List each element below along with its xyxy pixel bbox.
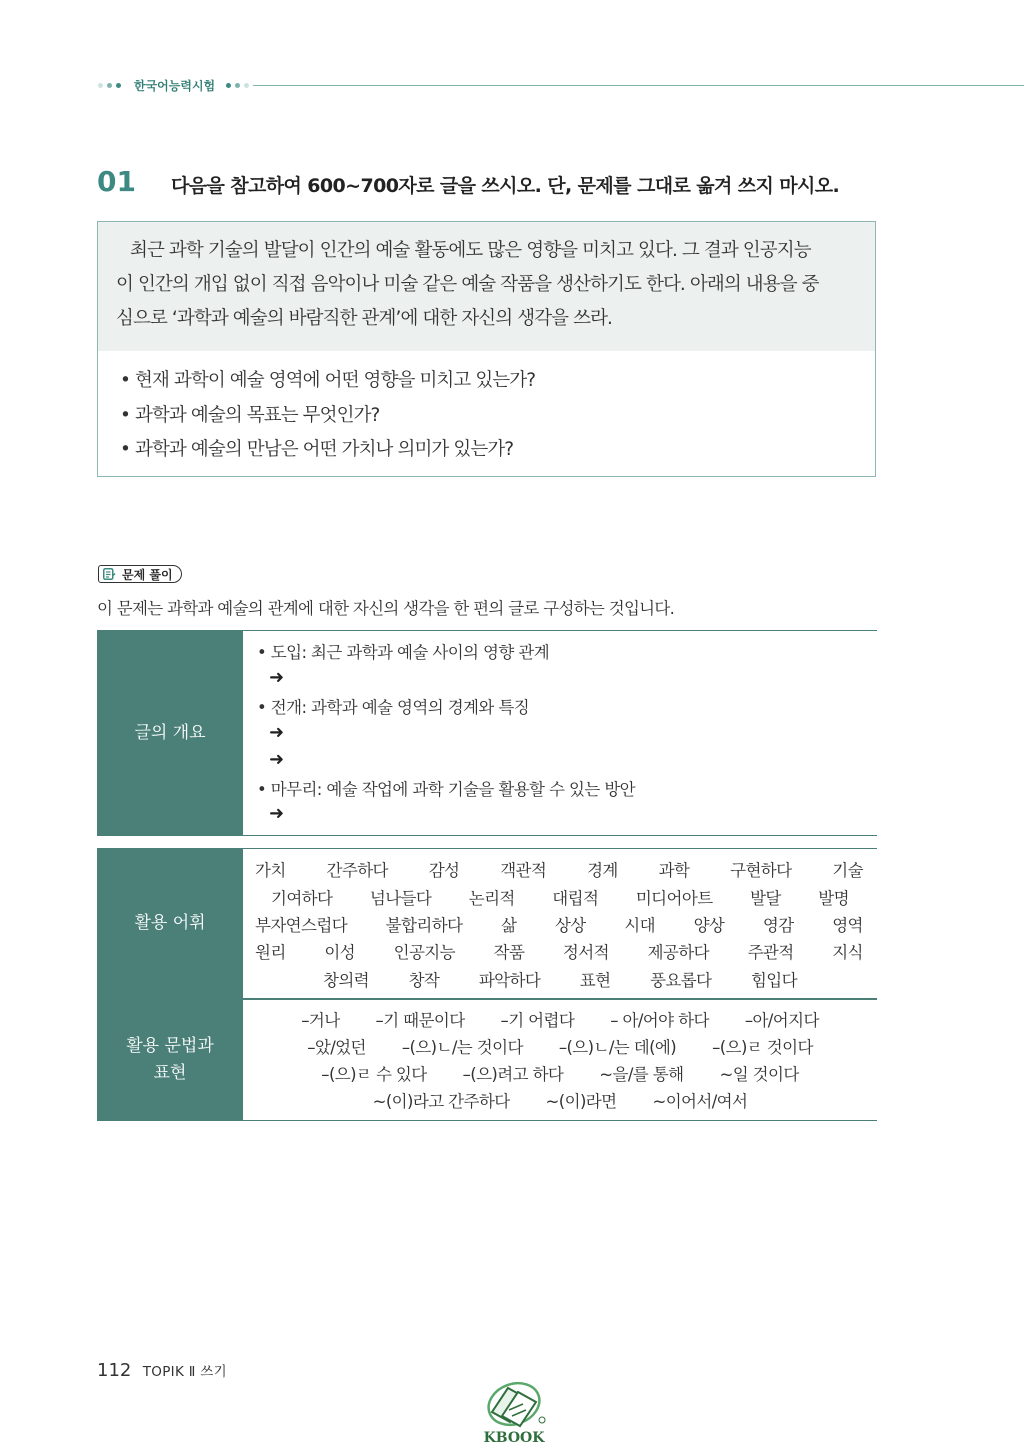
bullet-item: • 현재 과학이 예술 영역에 어떤 영향을 미치고 있는가? [120, 370, 536, 391]
solution-label [98, 565, 182, 583]
running-header [98, 76, 1024, 96]
vocab-word: 논리적 [468, 889, 515, 908]
vocab-word: 지식 [832, 943, 863, 962]
grammar-label-line: 활용 문법과 [126, 1035, 214, 1056]
vocab-word: 간주하다 [326, 861, 388, 880]
vocab-word: 주관적 [747, 943, 794, 962]
vocab-word: 작품 [493, 943, 525, 962]
vocab-word: 객관적 [500, 861, 547, 880]
overview-line: • 도입: 최근 과학과 예술 사이의 영향 관계 [257, 643, 550, 662]
arrow-icon: ➜ [269, 667, 285, 688]
grammar-label [97, 999, 243, 1120]
vocab-row [255, 857, 863, 881]
vocab-word: 힘입다 [750, 971, 797, 990]
grammar-item: ~이어서/여서 [652, 1092, 748, 1111]
question-number: 01 [97, 165, 136, 198]
page-number: 112 [97, 1360, 132, 1381]
vocab-word: 경계 [587, 861, 618, 880]
grammar-item: –았/었던 [307, 1038, 366, 1057]
arrow-icon: ➜ [269, 722, 285, 743]
vocab-word: 창의력 [323, 971, 370, 990]
vocab-word: 구현하다 [730, 861, 792, 880]
bullet-item: • 과학과 예술의 만남은 어떤 가치나 의미가 있는가? [120, 439, 514, 460]
header-rule [253, 85, 1024, 86]
header-title: 한국어능력시험 [134, 79, 216, 93]
grammar-item: –기 어렵다 [500, 1011, 575, 1030]
vocab-word: 시대 [624, 916, 655, 935]
question-box [97, 221, 876, 477]
vocab-word: 영역 [832, 916, 863, 935]
question-bullets [120, 364, 535, 468]
vocab-grammar-table [97, 848, 877, 1121]
vocab-word: 양상 [693, 916, 725, 935]
kbook-logo-icon [476, 1374, 552, 1430]
vocab-word: 파악하다 [478, 971, 541, 990]
grammar-item: –거나 [301, 1011, 340, 1030]
grammar-item: –(으)ㄴ/는 것이다 [401, 1038, 523, 1057]
grammar-item: ~(이)라면 [545, 1092, 617, 1111]
grammar-item: –(으)ㄹ 것이다 [712, 1038, 813, 1057]
vocab-word: 정서적 [562, 943, 609, 962]
question-paragraph [116, 234, 861, 336]
question-instruction: 다음을 참고하여 600~700자로 글을 쓰시오. 단, 문제를 그대로 옮겨 쓰지 마시오. [171, 175, 840, 197]
page-footer [97, 1360, 227, 1381]
vocab-word: 불합리하다 [385, 916, 463, 935]
vocab-word: 대립적 [552, 889, 599, 908]
vocab-word: 삶 [501, 916, 517, 935]
vocab-row [255, 912, 863, 936]
overview-line: • 전개: 과학과 예술 영역의 경계와 특징 [257, 698, 530, 717]
vocab-word: 부자연스럽다 [255, 916, 348, 935]
vocab-word: 표현 [579, 971, 611, 990]
vocab-row [271, 885, 849, 909]
vocab-word: 발명 [818, 889, 849, 908]
vocab-word: 발달 [750, 889, 781, 908]
vocab-word: 풍요롭다 [650, 971, 712, 990]
vocab-word: 과학 [658, 861, 690, 880]
paragraph-line: 최근 과학 기술의 발달이 인간의 예술 활동에도 많은 영향을 미치고 있다. 그 결과 인공지능 [130, 240, 811, 261]
vocab-word: 영감 [762, 916, 794, 935]
logo-text: KBOOK [483, 1430, 545, 1446]
vocab-word: 감성 [428, 861, 460, 880]
grammar-item: –기 때문이다 [375, 1011, 465, 1030]
question-prompt-area [98, 222, 875, 351]
grammar-item: –(으)ㄹ 수 있다 [321, 1065, 427, 1084]
document-icon [103, 568, 116, 580]
grammar-item: – 아/어야 하다 [610, 1011, 709, 1030]
vocab-word: 넘나들다 [369, 889, 432, 908]
vocab-word: 제공하다 [647, 943, 709, 962]
grammar-item: ~일 것이다 [719, 1065, 799, 1084]
vocab-row [255, 939, 863, 963]
grammar-label-line: 표현 [153, 1062, 187, 1083]
arrow-icon: ➜ [269, 803, 285, 824]
paragraph-line: 심으로 ‘과학과 예술의 바람직한 관계’에 대한 자신의 생각을 쓰라. [116, 308, 613, 329]
vocab-word: 원리 [255, 943, 286, 962]
vocab-word: 상상 [554, 916, 586, 935]
paragraph-line: 이 인간의 개입 없이 직접 음악이나 미술 같은 예술 작품을 생산하기도 한다. 아래의 내용을 중 [116, 274, 819, 295]
kbook-logo [476, 1374, 552, 1446]
grammar-item: ~(이)라고 간주하다 [372, 1092, 510, 1111]
grammar-row [243, 1007, 877, 1031]
overview-content [243, 631, 877, 835]
grammar-row [243, 1061, 877, 1085]
vocab-word: 가치 [255, 861, 286, 880]
header-dots-right [226, 83, 253, 89]
grammar-content [243, 999, 877, 1120]
vocab-row [323, 967, 797, 991]
grammar-row [243, 1088, 877, 1112]
vocab-word: 이성 [324, 943, 355, 962]
bullet-item: • 과학과 예술의 목표는 무엇인가? [120, 404, 380, 426]
arrow-icon: ➜ [269, 749, 285, 770]
grammar-item: –(으)ㄴ/는 데(에) [558, 1038, 677, 1057]
overview-table [97, 630, 877, 836]
vocab-word: 기여하다 [271, 889, 333, 908]
vocab-word: 기술 [832, 861, 863, 880]
vocab-word: 창작 [408, 971, 440, 990]
vocab-content [243, 849, 877, 998]
vocab-label: 활용 어휘 [97, 849, 243, 998]
book-title: TOPIK Ⅱ 쓰기 [142, 1364, 227, 1380]
header-dots-left [98, 83, 125, 89]
vocab-word: 인공지능 [393, 943, 455, 962]
solution-label-text: 문제 풀이 [122, 567, 173, 582]
vocab-word: 미디어아트 [635, 889, 713, 908]
solution-description: 이 문제는 과학과 예술의 관계에 대한 자신의 생각을 한 편의 글로 구성하는 것입니다. [97, 599, 675, 618]
grammar-item: ~을/를 통해 [599, 1065, 684, 1084]
overview-line: • 마무리: 예술 작업에 과학 기술을 활용할 수 있는 방안 [257, 780, 636, 799]
grammar-row [243, 1034, 877, 1058]
overview-label: 글의 개요 [97, 631, 243, 835]
grammar-item: –(으)려고 하다 [462, 1065, 564, 1084]
grammar-item: –아/어지다 [744, 1011, 819, 1030]
